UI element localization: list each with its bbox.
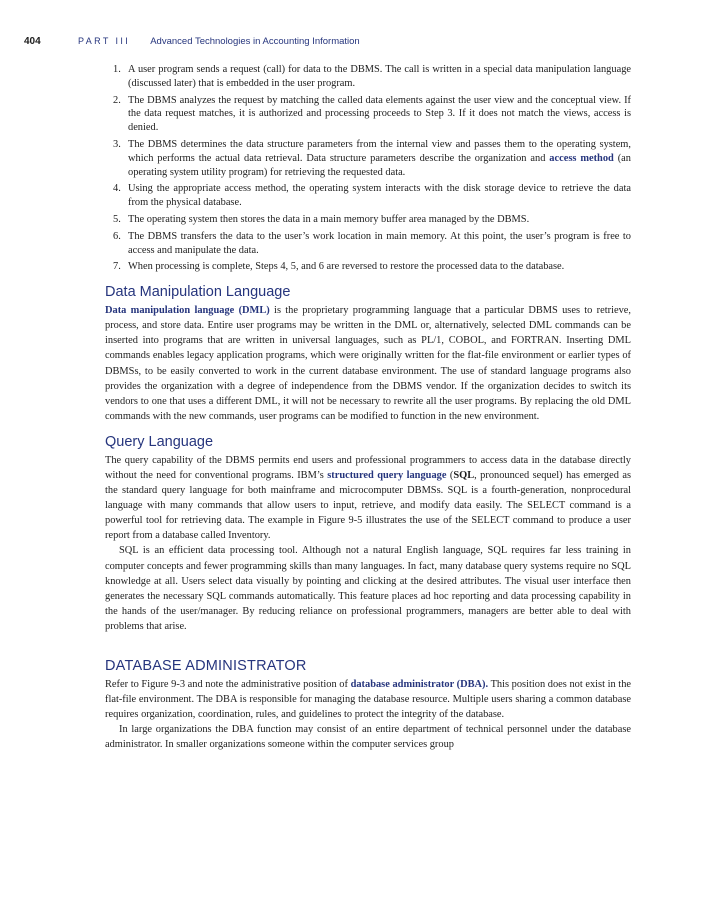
page-header bbox=[24, 36, 695, 47]
part-label: PART III bbox=[78, 36, 131, 46]
key-term: database administrator (DBA). bbox=[350, 679, 489, 691]
key-term: Data manipulation language (DML) bbox=[105, 305, 270, 317]
key-term: structured query language bbox=[327, 470, 447, 481]
sql-abbreviation: SQL bbox=[453, 470, 475, 481]
paragraph-dba-1: Refer to Figure 9-3 and note the administrative position of database administrator (DBA). This position does not exist in the flat-file environment. The DBA is responsible for managing the database resource. Multiple users sharing a common database requires organization, coordination, rules, and guidelines to protect the integrity of the database. bbox=[105, 679, 632, 721]
list-item: 3. The DBMS determines the data structure parameters from the internal view and passes them to the operating system, which performs the actual data retrieval. Data structure parameters describe the organization and access method (an operating system utility program) for retrieving the requested data. bbox=[113, 138, 631, 178]
list-item: 7. When processing is complete, Steps 4, 5, and 6 are reversed to restore the processed data to the database. bbox=[113, 261, 565, 273]
page-body bbox=[105, 63, 631, 753]
section-heading-query: Query Language bbox=[105, 433, 214, 450]
list-item: 1. A user program sends a request (call) for data to the DBMS. The call is written in a special data manipulation language (discussed later) that is embedded in the user program. bbox=[113, 64, 631, 89]
dbms-steps-list bbox=[105, 63, 631, 274]
paragraph-query-2: SQL is an efficient data processing tool. Although not a natural English language, SQL requires far less training in computer concepts and fewer programming skills than many languages. In fact, many database query systems require no SQL knowledge at all. Users select data visually by pointing and clicking at the desired attributes. The visual user interface then generates the necessary SQL commands automatically. This feature places ad hoc reporting and data processing capability in the hands of the user/manager. By reducing reliance on professional programmers, managers are better able to deal with problems that arise. bbox=[105, 545, 631, 632]
paragraph-query-1: The query capability of the DBMS permits end users and professional programmers to access data in the database directly without the need for conventional programs. IBM’s structured query language (SQL, pronounced sequel) has emerged as the standard query language for both mainframe and microcomputer DBMSs. SQL is a fourth-generation, nonprocedural language with many commands that allow users to input, retrieve, and modify data easily. The SELECT command is a powerful tool for retrieving data. The example in Figure 9-5 illustrates the use of the SELECT command to produce a user report from a database called Inventory. bbox=[105, 454, 631, 542]
list-item: 6. The DBMS transfers the data to the user’s work location in main memory. At this point, the user’s program is free to access and manipulate the data. bbox=[113, 230, 631, 256]
section-heading-dba: DATABASE ADMINISTRATOR bbox=[105, 658, 307, 675]
paragraph-dba-2: In large organizations the DBA function may consist of an entire department of technical personnel under the database administrator. In smaller organizations someone within the computer services group bbox=[105, 724, 631, 751]
running-title: Advanced Technologies in Accounting Information bbox=[150, 36, 360, 47]
list-item: 5. The operating system then stores the data in a main memory buffer area managed by the DBMS. bbox=[113, 213, 530, 225]
list-item: 2. The DBMS analyzes the request by matching the called data elements against the user view and the conceptual view. If the data request matches, it is authorized and processing proceeds to Step 3. If it does not match the views, access is denied. bbox=[113, 94, 631, 134]
list-item: 4. Using the appropriate access method, the operating system interacts with the disk storage device to retrieve the data from the physical database. bbox=[113, 183, 631, 209]
section-heading-dml: Data Manipulation Language bbox=[105, 284, 291, 301]
paragraph-dml: Data manipulation language (DML) is the proprietary programming language that a particular DBMS uses to retrieve, process, and store data. Entire user programs may be written in the DML or, alternatively, selected DML commands can be inserted into programs that are written in universal languages, such as PL/1, COBOL, and FORTRAN. Inserting DML commands enables legacy application programs, which were originally written for the flat-file environment or earlier types of DBMSs, to be easily converted to work in the current database environment. The use of standard language programs also provides the organization with a degree of independence from the DBMS vendor. If the organization decides to switch its vendors to one that uses a different DML, it will not be necessary to rewrite all the user programs. By replacing the old DML commands with the new commands, user programs can be modified to function in the new environment. bbox=[105, 305, 631, 422]
page-number: 404 bbox=[24, 36, 41, 47]
key-term: access method bbox=[549, 152, 614, 164]
